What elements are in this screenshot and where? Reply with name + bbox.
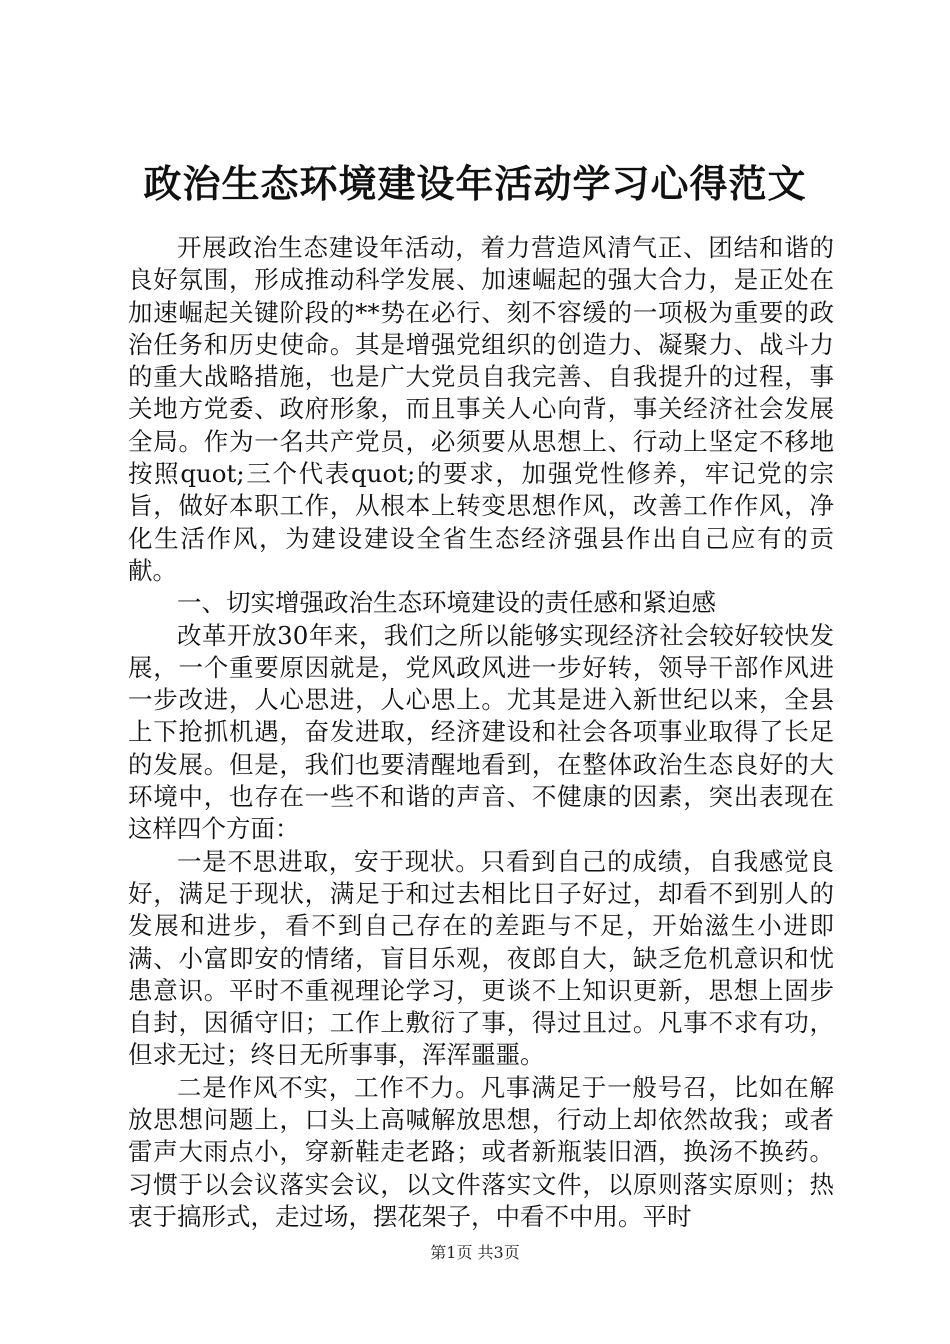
document-title: 政治生态环境建设年活动学习心得范文: [143, 161, 807, 206]
document-body: [128, 232, 834, 1233]
page-footer: 第1页 共3页: [430, 1243, 520, 1262]
paragraph-intro: 开展政治生态建设年活动，着力营造风清气正、团结和谐的良好氛围，形成推动科学发展、加速崛起的强大合力，是正处在加速崛起关键阶段的**势在必行、刻不容缓的一项极为重要的政治任务和历史使命。其是增强党组织的创造力、凝聚力、战斗力的重大战略措施，也是广大党员自我完善、自我提升的过程，事关地方党委、政府形象，而且事关人心向背，事关经济社会发展全局。作为一名共产党员，必须要从思想上、行动上坚定不移地按照quot;三个代表quot;的要求，加强党性修养，牢记党的宗旨，做好本职工作，从根本上转变思想作风，改善工作作风，净化生活作风，为建设建设全省生态经济强县作出自己应有的贡献。: [128, 233, 834, 585]
paragraph-point-2: 二是作风不实，工作不力。凡事满足于一般号召，比如在解放思想问题上，口头上高喊解放思想，行动上却依然故我；或者雷声大雨点小，穿新鞋走老路；或者新瓶装旧酒，换汤不换药。习惯于以会议落实会议，以文件落实文件，以原则落实原则；热衷于搞形式，走过场，摆花架子，中看不中用。平时: [128, 1072, 834, 1231]
paragraph-point-1: 一是不思进取，安于现状。只看到自己的成绩，自我感觉良好，满足于现状，满足于和过去相比日子好过，却看不到别人的发展和进步，看不到自己存在的差距与不足，开始滋生小进即满、小富即安的情绪，盲目乐观，夜郎自大，缺乏危机意识和忧患意识。平时不重视理论学习，更谈不上知识更新，思想上固步自封，因循守旧；工作上敷衍了事，得过且过。凡事不求有功，但求无过；终日无所事事，浑浑噩噩。: [128, 846, 834, 1070]
section-heading-1: 一、切实增强政治生态环境建设的责任感和紧迫感: [177, 588, 716, 618]
paragraph-reform: 改革开放30年来，我们之所以能够实现经济社会较好较快发展，一个重要原因就是，党风政风进一步好转，领导干部作风进一步改进，人心思进，人心思上。尤其是进入新世纪以来，全县上下抢抓机遇，奋发进取，经济建设和社会各项事业取得了长足的发展。但是，我们也要清醒地看到，在整体政治生态良好的大环境中，也存在一些不和谐的声音、不健康的因素，突出表现在这样四个方面：: [128, 620, 834, 844]
